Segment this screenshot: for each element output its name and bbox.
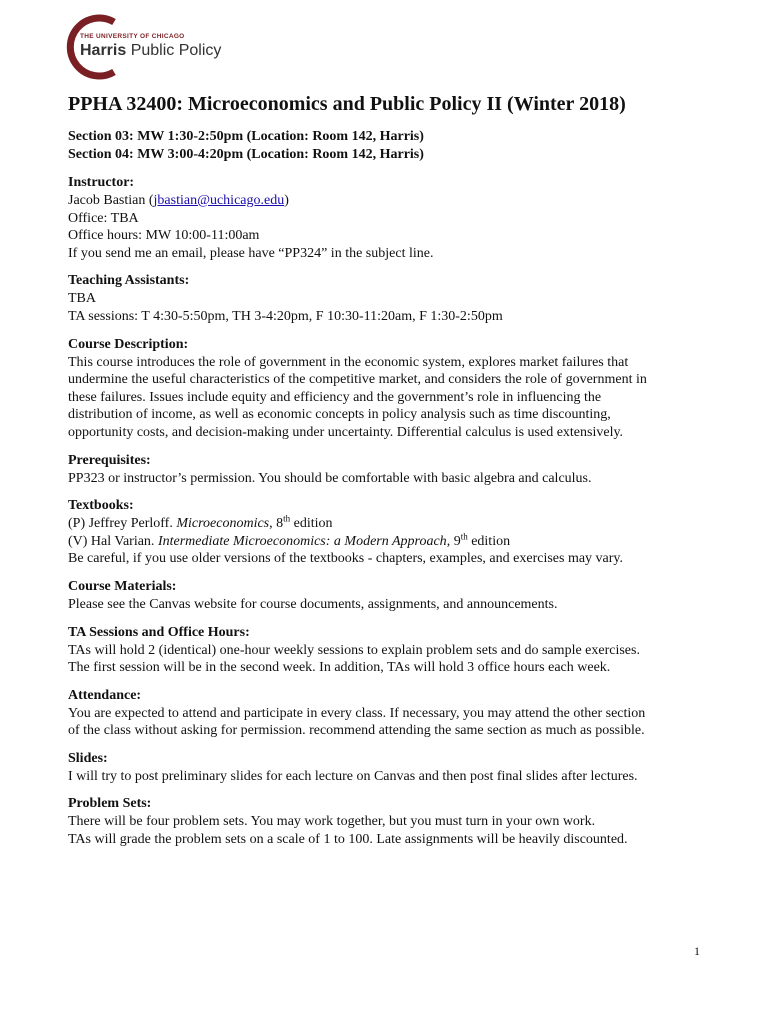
problem-sets-heading: Problem Sets: [68,796,152,812]
attendance-block [68,687,708,740]
attendance-line: of the class without asking for permission. recommend attending the same section as much as possible. [68,723,645,739]
instructor-heading: Instructor: [68,175,135,190]
course-description-block [68,336,708,442]
instructor-office: Office: TBA [68,210,139,226]
attendance-heading: Attendance: [68,687,142,703]
instructor-email-link[interactable]: jbastian@uchicago.edu [153,193,285,208]
course-description-line: undermine the useful characteristics of the competitive market, and considers the role of government in [68,372,647,388]
course-materials-text: Please see the Canvas website for course documents, assignments, and announcements. [68,596,558,612]
problem-sets-line: TAs will grade the problem sets on a scale of 1 to 100. Late assignments will be heavily discounted. [68,832,628,848]
slides-text: I will try to post preliminary slides for each lecture on Canvas and then post final slides after lectures. [68,768,638,784]
instructor-email-note: If you send me an email, please have “PP324” in the subject line. [68,245,434,261]
course-description-heading: Course Description: [68,336,189,352]
textbooks-block [68,497,708,568]
slides-block [68,750,708,786]
ta-sessions-line: TAs will hold 2 (identical) one-hour weekly sessions to explain problem sets and do sample exercises. [68,642,640,658]
course-description-line: This course introduces the role of government in the economic system, explores market failures that [68,354,629,370]
course-materials-block [68,578,708,614]
ta-heading: Teaching Assistants: [68,273,190,289]
teaching-assistants-block [68,272,708,325]
course-description-line: these failures. Issues include equity and efficiency and the government’s role in influencing the [68,389,602,405]
logo-university-text: THE UNIVERSITY OF CHICAGO [80,33,185,40]
problem-sets-line: There will be four problem sets. You may work together, but you must turn in your own work. [68,814,596,830]
course-title: PPHA 32400: Microeconomics and Public Policy II (Winter 2018) [68,93,626,115]
problem-sets-block [68,795,708,848]
section-04: Section 04: MW 3:00-4:20pm (Location: Room 142, Harris) [68,147,424,162]
harris-logo [66,12,226,82]
textbook-perloff: (P) Jeffrey Perloff. Microeconomics, 8th edition [68,513,333,532]
ta-sessions-line: The first session will be in the second week. In addition, TAs will hold 3 office hours each week. [68,660,611,676]
page-number: 1 [694,944,700,958]
instructor-block [68,174,708,262]
logo-school-text: Harris Public Policy [80,42,222,59]
course-description-line: distribution of income, as well as economic concepts in policy analysis such as time discounting, [68,407,611,423]
instructor-office-hours: Office hours: MW 10:00-11:00am [68,228,260,244]
ta-sessions-times: TA sessions: T 4:30-5:50pm, TH 3-4:20pm, F 10:30-11:20am, F 1:30-2:50pm [68,308,503,324]
prerequisites-block [68,452,708,488]
attendance-line: You are expected to attend and participate in every class. If necessary, you may attend the other section [68,705,646,721]
slides-heading: Slides: [68,750,108,766]
prerequisites-text: PP323 or instructor’s permission. You should be comfortable with basic algebra and calculus. [68,470,592,486]
textbook-varian: (V) Hal Varian. Intermediate Microeconomics: a Modern Approach, 9th edition [68,531,511,549]
prerequisites-heading: Prerequisites: [68,452,151,468]
section-times [68,128,708,164]
syllabus-content [68,92,708,849]
instructor-name: Jacob Bastian (jbastian@uchicago.edu) [68,193,289,208]
textbooks-heading: Textbooks: [68,498,134,514]
textbooks-note: Be careful, if you use older versions of the textbooks - chapters, examples, and exercises may vary. [68,551,624,567]
ta-sessions-heading: TA Sessions and Office Hours: [68,624,250,640]
course-materials-heading: Course Materials: [68,578,177,594]
section-03: Section 03: MW 1:30-2:50pm (Location: Room 142, Harris) [68,129,424,144]
ta-sessions-block [68,624,708,677]
course-description-line: opportunity costs, and decision-making under uncertainty. Differential calculus is used extensively. [68,424,624,440]
ta-names: TBA [68,291,96,307]
